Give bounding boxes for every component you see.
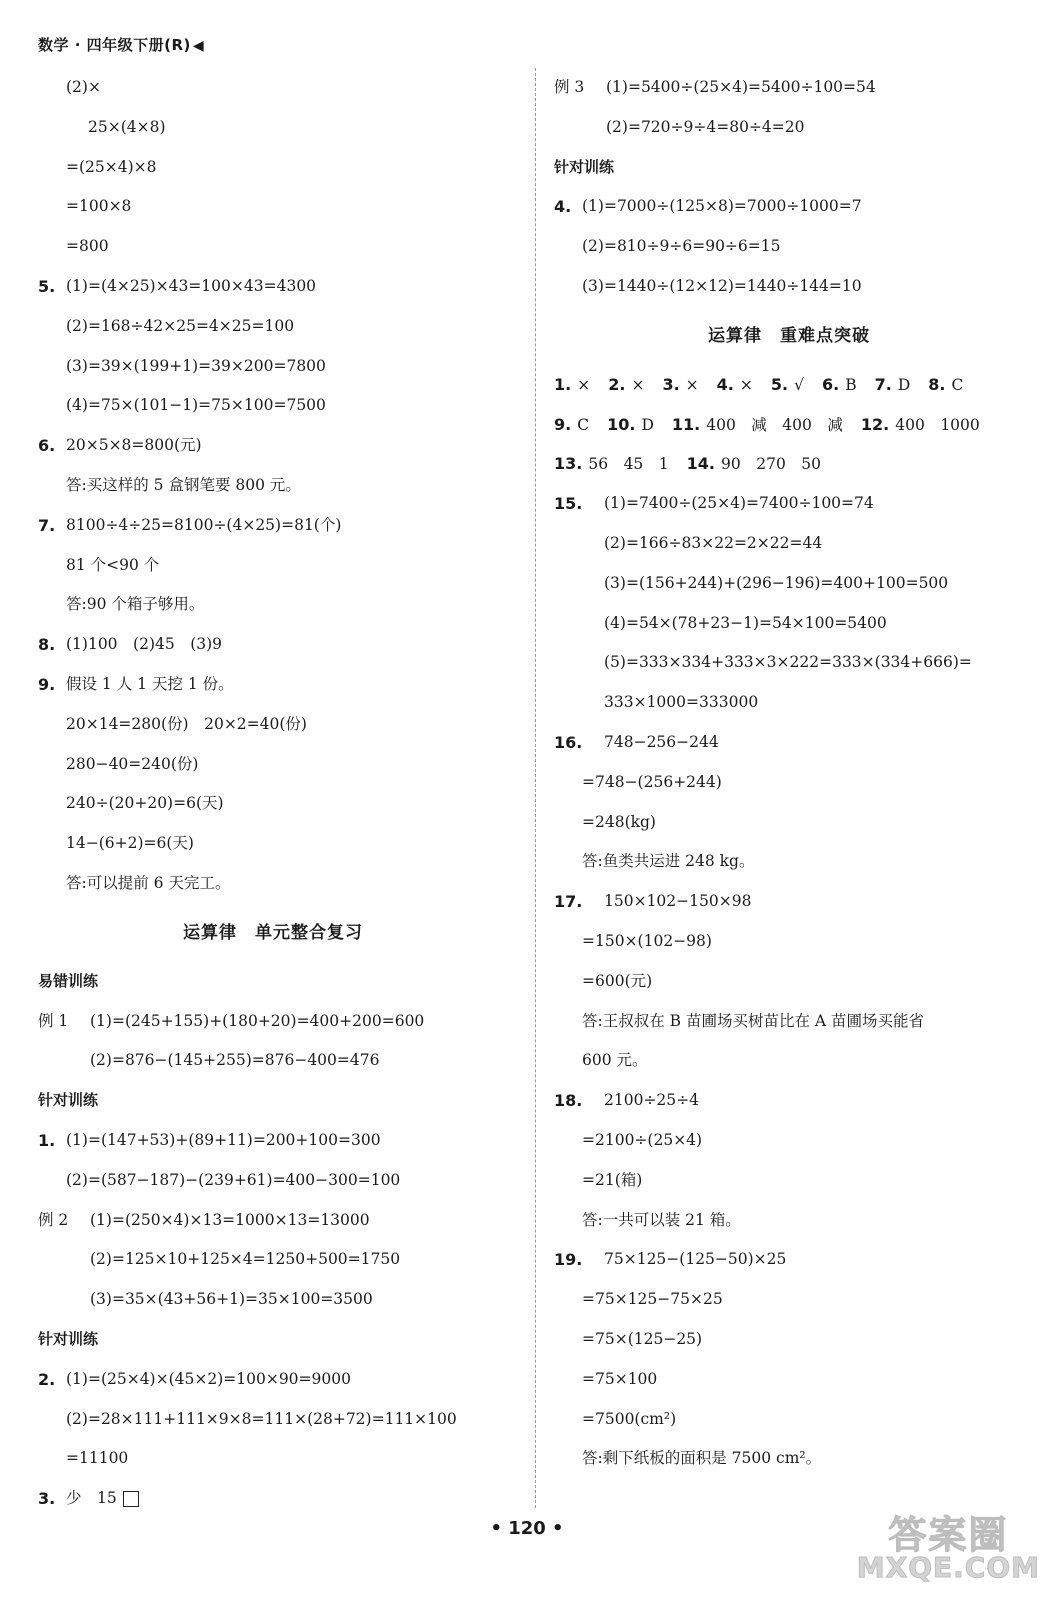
question-number: 7. (38, 515, 56, 535)
empty-square-icon (123, 1491, 139, 1507)
answer-line: =75×125−75×25 (582, 1290, 723, 1309)
choice-answer: C (951, 375, 964, 394)
choice-answer: × (577, 375, 591, 394)
answer-line: (3)=39×(199+1)=39×200=7800 (66, 356, 326, 375)
right-column (554, 68, 1024, 1479)
answer-line: =7500(cm²) (582, 1409, 677, 1428)
answer-line: =2100÷(25×4) (582, 1130, 703, 1149)
question-number: 9. (38, 674, 56, 694)
answer-line: (2)=810÷9÷6=90÷6=15 (582, 237, 781, 256)
question-number: 8. (928, 374, 946, 394)
answer-line: 8100÷4÷25=8100÷(4×25)=81(个) (66, 515, 342, 534)
choice-answer: 90 270 50 (721, 455, 822, 474)
answer-line: =248(kg) (582, 812, 656, 831)
answer-line: (2)=168÷42×25=4×25=100 (66, 316, 295, 335)
question-number: 12. (860, 414, 890, 434)
choice-answer: × (685, 375, 699, 394)
question-number: 4. (716, 374, 734, 394)
answer-line: (1)=5400÷(25×4)=5400÷100=54 (606, 78, 876, 96)
choice-answer: 56 45 1 (588, 455, 669, 474)
answer-line: 答:剩下纸板的面积是 7500 cm²。 (582, 1449, 822, 1468)
choice-answer: C (577, 415, 590, 434)
question-number: 5. (38, 276, 56, 296)
question-number: 16. (554, 732, 583, 752)
question-number: 18. (554, 1091, 583, 1111)
answer-line: (1)=(250×4)×13=1000×13=13000 (90, 1210, 370, 1229)
answer-line: 240÷(20+20)=6(天) (66, 794, 224, 813)
header-text: 数学 · 四年级下册(R) (38, 36, 191, 54)
answer-line: (1)=(4×25)×43=100×43=4300 (66, 276, 317, 295)
answer-line: (2)=28×111+111×9×8=111×(28+72)=111×100 (66, 1409, 457, 1428)
answer-line: (2)=876−(145+255)=876−400=476 (90, 1051, 380, 1070)
answer-line: =21(箱) (582, 1170, 643, 1189)
answer-line: =75×(125−25) (582, 1329, 703, 1348)
column-divider (535, 68, 536, 1508)
answer-line: (5)=333×334+333×3×222=333×(334+666)= (604, 653, 972, 672)
example-label: 例 2 (38, 1210, 69, 1229)
answer-line: 答:90 个箱子够用。 (66, 595, 205, 614)
answer-line: (3)=(156+244)+(296−196)=400+100=500 (604, 573, 949, 592)
question-number: 1. (554, 374, 572, 394)
question-number: 6. (821, 374, 840, 394)
answer-line: 333×1000=333000 (604, 693, 759, 712)
answer-line: =11100 (66, 1449, 129, 1468)
answer-line: 答:鱼类共运进 248 kg。 (582, 852, 755, 871)
subsection-heading: 针对训练 (38, 1329, 99, 1348)
choice-answers-row-3 (554, 444, 1024, 484)
answer-line: (1)=(245+155)+(180+20)=400+200=600 (90, 1011, 425, 1030)
answer-line: 20×14=280(份) 20×2=40(份) (66, 714, 307, 733)
page-number: • 120 • (490, 1518, 564, 1539)
answer-line: (2)=720÷9÷4=80÷4=20 (606, 117, 805, 136)
answer-line: =600(元) (582, 971, 653, 990)
subsection-heading: 易错训练 (38, 971, 99, 990)
answer-line: 75×125−(125−50)×25 (604, 1250, 787, 1269)
choice-answer: 400 减 400 减 (706, 415, 843, 434)
answer-line: 答:买这样的 5 盒钢笔要 800 元。 (66, 475, 301, 494)
choice-answer: × (739, 375, 753, 394)
question-number: 2. (38, 1369, 56, 1389)
answer-line: =75×100 (582, 1369, 658, 1388)
answer-line: (2)× (66, 78, 101, 96)
question-number: 8. (38, 635, 56, 655)
choice-answers-row-2 (554, 405, 1024, 445)
question-number: 1. (38, 1130, 56, 1150)
header-marker-icon: ◀ (192, 38, 205, 54)
answer-line: =(25×4)×8 (66, 157, 157, 176)
choice-answer: √ (794, 375, 804, 394)
choice-answer: B (845, 375, 857, 394)
answer-line: 2100÷25÷4 (604, 1091, 700, 1110)
answer-line: 答:可以提前 6 天完工。 (66, 873, 231, 892)
answer-line: 答:王叔叔在 B 苗圃场买树苗比在 A 苗圃场买能省 (582, 1011, 925, 1030)
answer-line: 假设 1 人 1 天挖 1 份。 (66, 674, 234, 693)
answer-line: =100×8 (66, 197, 132, 216)
question-number: 6. (38, 436, 56, 456)
answer-line: (2)=(587−187)−(239+61)=400−300=100 (66, 1170, 401, 1189)
answer-line: (4)=54×(78+23−1)=54×100=5400 (604, 613, 887, 632)
answer-line: (1)=7000÷(125×8)=7000÷1000=7 (582, 197, 862, 216)
example-label: 例 1 (38, 1011, 69, 1030)
answer-line: 600 元。 (582, 1051, 648, 1070)
question-number: 10. (607, 414, 636, 434)
left-column (38, 68, 508, 1519)
answer-line: 748−256−244 (604, 732, 719, 751)
answer-line: 150×102−150×98 (604, 892, 752, 911)
section-title: 运算律 单元整合复习 (183, 922, 363, 943)
answer-line: =150×(102−98) (582, 931, 712, 950)
watermark-url: MXQE.COM (856, 1551, 1040, 1584)
question-number: 19. (554, 1250, 583, 1270)
choice-answer: D (641, 415, 654, 434)
question-number: 11. (671, 414, 701, 434)
answer-line: (1)=(25×4)×(45×2)=100×90=9000 (66, 1369, 351, 1388)
question-number: 5. (770, 374, 789, 394)
answer-line: (3)=1440÷(12×12)=1440÷144=10 (582, 276, 862, 295)
answer-line: 25×(4×8) (88, 117, 166, 136)
answer-line: 少 15 (66, 1489, 117, 1508)
subsection-heading: 针对训练 (554, 157, 615, 176)
question-number: 17. (554, 892, 583, 912)
question-number: 7. (874, 374, 892, 394)
watermark-logo (856, 1513, 1040, 1584)
question-number: 3. (662, 374, 680, 394)
answer-line: 20×5×8=800(元) (66, 436, 202, 455)
answer-line: =748−(256+244) (582, 772, 722, 791)
choice-answers-row-1 (554, 365, 1024, 405)
answer-line: (2)=166÷83×22=2×22=44 (604, 533, 823, 552)
answer-line: 81 个<90 个 (66, 555, 160, 574)
question-number: 15. (554, 494, 583, 514)
answer-line: (2)=125×10+125×4=1250+500=1750 (90, 1250, 401, 1269)
question-number: 3. (38, 1489, 56, 1509)
answer-line: (1)=(147+53)+(89+11)=200+100=300 (66, 1130, 381, 1149)
answer-line: 14−(6+2)=6(天) (66, 834, 194, 853)
answer-line: 答:一共可以装 21 箱。 (582, 1210, 741, 1229)
example-label: 例 3 (554, 78, 585, 96)
watermark-text: 答案圈 (888, 1513, 1009, 1557)
answer-line: (3)=35×(43+56+1)=35×100=3500 (90, 1290, 373, 1309)
section-title: 运算律 重难点突破 (708, 325, 870, 346)
question-number: 9. (554, 414, 572, 434)
page-header (38, 34, 204, 55)
question-number: 13. (554, 454, 583, 474)
answer-line: 280−40=240(份) (66, 754, 199, 773)
answer-line: =800 (66, 237, 109, 256)
question-number: 14. (686, 454, 715, 474)
question-number: 4. (554, 197, 572, 217)
answer-line: (4)=75×(101−1)=75×100=7500 (66, 396, 326, 415)
choice-answer: × (631, 375, 645, 394)
question-number: 2. (608, 374, 626, 394)
answer-line: (1)=7400÷(25×4)=7400÷100=74 (604, 494, 874, 513)
subsection-heading: 针对训练 (38, 1091, 99, 1110)
choice-answer: D (897, 375, 911, 394)
choice-answer: 400 1000 (895, 415, 980, 434)
answer-line: (1)100 (2)45 (3)9 (66, 635, 223, 654)
